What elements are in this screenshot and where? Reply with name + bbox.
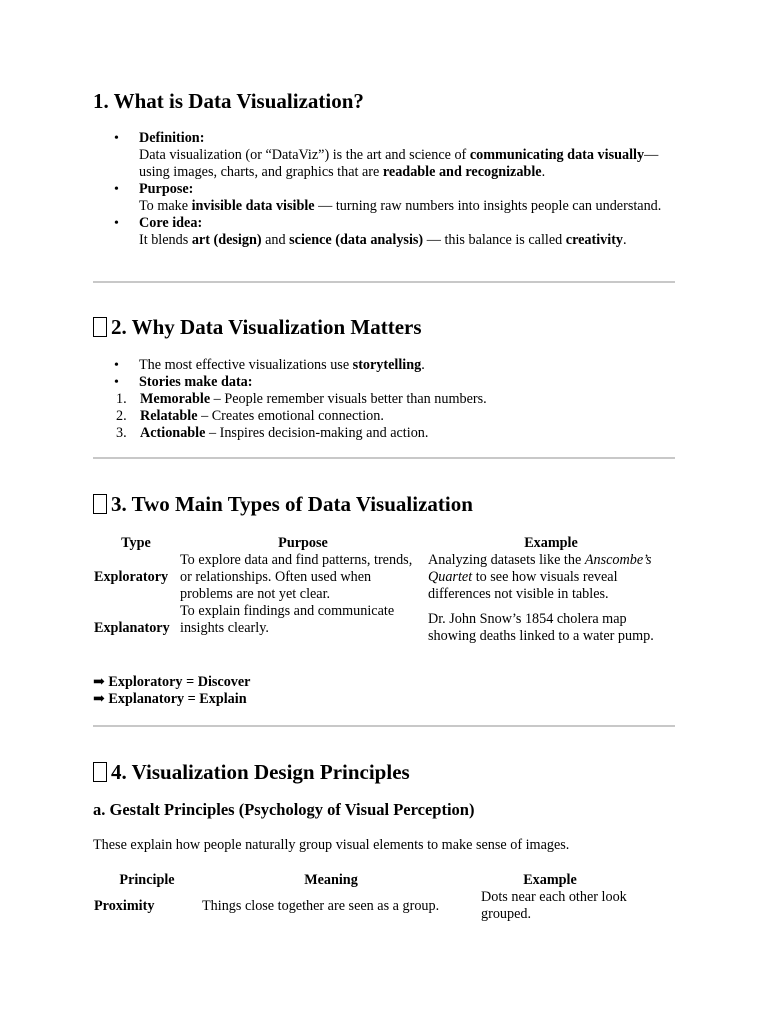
- section-4-heading: 4. Visualization Design Principles: [93, 759, 410, 785]
- list-item-purpose: • Purpose: To make invisible data visible — turning raw numbers into insights people can understand.: [93, 181, 675, 215]
- summary-explanatory: ➡ Explanatory = Explain: [93, 691, 247, 707]
- section-2-list: [93, 357, 675, 442]
- gestalt-table: [93, 872, 639, 923]
- gestalt-intro: These explain how people naturally group visual elements to make sense of images.: [93, 837, 570, 853]
- section-divider: [93, 457, 675, 459]
- table-row: Explanatory To explain findings and communicate insights clearly. Dr. John Snow’s 1854 cholera map showing deaths linked to a water pump.: [94, 603, 654, 644]
- list-item-core-idea: • Core idea: It blends art (design) and science (data analysis) — this balance is called creativity.: [93, 215, 675, 249]
- missing-glyph-icon: [93, 317, 107, 337]
- table-row: Exploratory To explore data and find patterns, trends, or relationships. Often used when problems are not yet clear. Analyzing datasets like the Anscombe’s Quartet to see how visuals reveal differences not visible in tables.: [94, 552, 652, 602]
- summary-exploratory: ➡ Exploratory = Discover: [93, 674, 251, 690]
- numbered-list: [93, 391, 675, 442]
- section-2-heading: 2. Why Data Visualization Matters: [93, 314, 422, 340]
- table-header-row: Principle Meaning Example: [119, 872, 577, 888]
- numbered-item: 1. Memorable – People remember visuals better than numbers.: [116, 391, 487, 407]
- list-item-stories: • Stories make data: 1. Memorable – People remember visuals better than numbers. 2. Relatable – Creates emotional connection. 3. Actionable – Inspires decision-making and action.: [93, 374, 675, 442]
- missing-glyph-icon: [93, 762, 107, 782]
- table-header-row: Type Purpose Example: [121, 535, 578, 551]
- numbered-item: 3. Actionable – Inspires decision-making and action.: [116, 425, 429, 441]
- types-table: [93, 535, 675, 653]
- section-1-heading: 1. What is Data Visualization?: [93, 89, 364, 113]
- numbered-item: 2. Relatable – Creates emotional connection.: [116, 408, 384, 424]
- list-item-definition: • Definition: Data visualization (or “DataViz”) is the art and science of communicating data visually—using images, charts, and graphics that are readable and recognizable.: [93, 130, 675, 181]
- list-item-storytelling: • The most effective visualizations use storytelling.: [93, 357, 675, 374]
- section-divider: [93, 281, 675, 283]
- section-1-list: [93, 130, 675, 249]
- missing-glyph-icon: [93, 494, 107, 514]
- table-row: Proximity Things close together are seen as a group. Dots near each other look grouped.: [94, 889, 627, 922]
- subsection-a-heading: a. Gestalt Principles (Psychology of Visual Perception): [93, 800, 475, 819]
- section-divider: [93, 725, 675, 727]
- section-3-heading: 3. Two Main Types of Data Visualization: [93, 491, 473, 517]
